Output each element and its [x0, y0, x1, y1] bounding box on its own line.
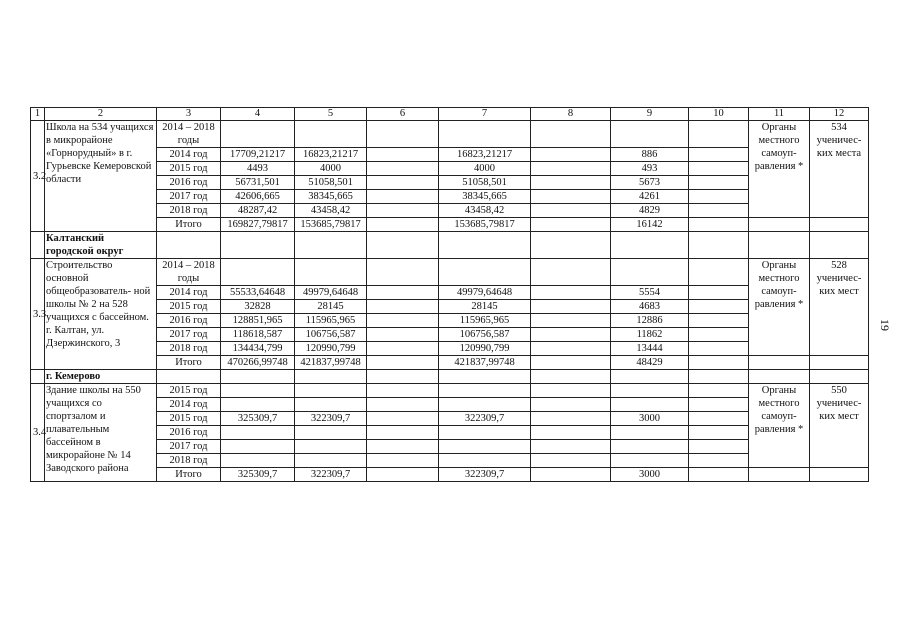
- col8-cell: [531, 398, 611, 412]
- col6-cell: [367, 259, 439, 286]
- regional-budget-cell: 43458,42: [439, 204, 531, 218]
- column-header: 8: [531, 108, 611, 121]
- regional-budget-cell: 322309,7: [439, 412, 531, 426]
- table-row: [31, 398, 869, 412]
- empty-cell: [810, 218, 869, 232]
- col10-cell: [689, 300, 749, 314]
- regional-budget-cell: 49979,64648: [439, 286, 531, 300]
- total-cost-cell: [221, 384, 295, 398]
- regional-budget-cell: 106756,587: [439, 328, 531, 342]
- local-budget-cell: 5673: [611, 176, 689, 190]
- budget-cell: 4000: [295, 162, 367, 176]
- total-cost-cell: 470266,99748: [221, 356, 295, 370]
- regional-budget-cell: [439, 259, 531, 286]
- regional-budget-cell: [439, 440, 531, 454]
- col8-cell: [531, 286, 611, 300]
- period-cell: 2014 год: [157, 286, 221, 300]
- col6-cell: [367, 412, 439, 426]
- period-cell: Итого: [157, 356, 221, 370]
- total-cost-cell: 32828: [221, 300, 295, 314]
- regional-budget-cell: [439, 384, 531, 398]
- regional-budget-cell: 16823,21217: [439, 148, 531, 162]
- regional-budget-cell: [439, 454, 531, 468]
- empty-cell: [749, 356, 810, 370]
- table-row: [31, 176, 869, 190]
- regional-budget-cell: 4000: [439, 162, 531, 176]
- district-row: [31, 232, 869, 259]
- table-row: [31, 356, 869, 370]
- total-cost-cell: [221, 121, 295, 148]
- regional-budget-cell: 421837,99748: [439, 356, 531, 370]
- col8-cell: [531, 121, 611, 148]
- table-row: [31, 384, 869, 398]
- period-cell: 2016 год: [157, 426, 221, 440]
- budget-cell: 322309,7: [295, 412, 367, 426]
- col8-cell: [531, 328, 611, 342]
- period-cell: 2014 год: [157, 398, 221, 412]
- table-row: [31, 190, 869, 204]
- period-cell: 2016 год: [157, 314, 221, 328]
- table-row: [31, 314, 869, 328]
- col10-cell: [689, 176, 749, 190]
- table-row: [31, 162, 869, 176]
- col8-cell: [531, 384, 611, 398]
- total-cost-cell: [221, 454, 295, 468]
- column-header: 9: [611, 108, 689, 121]
- col8-cell: [531, 426, 611, 440]
- col10-cell: [689, 356, 749, 370]
- header-row: [31, 108, 869, 121]
- col8-cell: [531, 454, 611, 468]
- col8-cell: [531, 356, 611, 370]
- total-cost-cell: 17709,21217: [221, 148, 295, 162]
- local-budget-cell: 493: [611, 162, 689, 176]
- table-row: [31, 286, 869, 300]
- budget-cell: 106756,587: [295, 328, 367, 342]
- col10-cell: [689, 426, 749, 440]
- budget-cell: [295, 259, 367, 286]
- period-cell: 2017 год: [157, 328, 221, 342]
- district-name: г. Кемерово: [45, 370, 157, 384]
- col6-cell: [367, 176, 439, 190]
- col10-cell: [689, 121, 749, 148]
- col6-cell: [367, 384, 439, 398]
- col6-cell: [367, 162, 439, 176]
- table-row: [31, 342, 869, 356]
- total-cost-cell: 4493: [221, 162, 295, 176]
- col10-cell: [689, 454, 749, 468]
- local-budget-cell: [611, 384, 689, 398]
- col6-cell: [367, 440, 439, 454]
- regional-budget-cell: [439, 398, 531, 412]
- total-cost-cell: 118618,587: [221, 328, 295, 342]
- col8-cell: [531, 218, 611, 232]
- column-header: 4: [221, 108, 295, 121]
- regional-budget-cell: 322309,7: [439, 468, 531, 482]
- period-cell: 2015 год: [157, 300, 221, 314]
- col10-cell: [689, 218, 749, 232]
- table-row: [31, 148, 869, 162]
- responsible-body: Органы местного самоуп- равления *: [749, 121, 810, 218]
- local-budget-cell: [611, 121, 689, 148]
- capacity-cell: 534 ученичес- ких места: [810, 121, 869, 218]
- col6-cell: [367, 204, 439, 218]
- col6-cell: [367, 328, 439, 342]
- project-description: Школа на 534 учащихся в микрорайоне «Горнорудный» в г. Гурьевске Кемеровской области: [45, 121, 157, 232]
- col6-cell: [367, 454, 439, 468]
- column-header: 12: [810, 108, 869, 121]
- local-budget-cell: 12886: [611, 314, 689, 328]
- project-description: Здание школы на 550 учащихся со спортзалом и плавательным бассейном в микрорайоне № 14 Заводского района: [45, 384, 157, 482]
- table-row: [31, 426, 869, 440]
- local-budget-cell: 5554: [611, 286, 689, 300]
- total-cost-cell: [221, 398, 295, 412]
- item-number: 3.2: [31, 121, 45, 232]
- budget-cell: 322309,7: [295, 468, 367, 482]
- col8-cell: [531, 176, 611, 190]
- table-row: [31, 218, 869, 232]
- total-cost-cell: [221, 440, 295, 454]
- page-number: 19: [878, 319, 892, 331]
- regional-budget-cell: 153685,79817: [439, 218, 531, 232]
- col10-cell: [689, 412, 749, 426]
- budget-cell: 120990,799: [295, 342, 367, 356]
- district-name: Калтанский городской округ: [45, 232, 157, 259]
- total-cost-cell: 56731,501: [221, 176, 295, 190]
- col8-cell: [531, 300, 611, 314]
- col8-cell: [531, 412, 611, 426]
- period-cell: 2018 год: [157, 342, 221, 356]
- local-budget-cell: 4261: [611, 190, 689, 204]
- col10-cell: [689, 148, 749, 162]
- budget-cell: 43458,42: [295, 204, 367, 218]
- total-cost-cell: 169827,79817: [221, 218, 295, 232]
- regional-budget-cell: 115965,965: [439, 314, 531, 328]
- total-cost-cell: 128851,965: [221, 314, 295, 328]
- period-cell: 2014 – 2018 годы: [157, 259, 221, 286]
- empty-cell: [749, 218, 810, 232]
- column-header: 2: [45, 108, 157, 121]
- total-cost-cell: [221, 426, 295, 440]
- budget-cell: 153685,79817: [295, 218, 367, 232]
- total-cost-cell: 55533,64648: [221, 286, 295, 300]
- col10-cell: [689, 259, 749, 286]
- local-budget-cell: 48429: [611, 356, 689, 370]
- local-budget-cell: 886: [611, 148, 689, 162]
- empty-cell: [810, 468, 869, 482]
- col10-cell: [689, 162, 749, 176]
- col6-cell: [367, 342, 439, 356]
- period-cell: 2015 год: [157, 162, 221, 176]
- col8-cell: [531, 148, 611, 162]
- col10-cell: [689, 398, 749, 412]
- col6-cell: [367, 148, 439, 162]
- item-number: 3.4: [31, 384, 45, 482]
- total-cost-cell: 325309,7: [221, 412, 295, 426]
- capacity-cell: 550 ученичес- ких мест: [810, 384, 869, 468]
- column-header: 11: [749, 108, 810, 121]
- col10-cell: [689, 342, 749, 356]
- section-3-3: [31, 259, 869, 370]
- table-row: [31, 259, 869, 286]
- budget-cell: [295, 454, 367, 468]
- col8-cell: [531, 162, 611, 176]
- responsible-body: Органы местного самоуп- равления *: [749, 384, 810, 468]
- local-budget-cell: 3000: [611, 412, 689, 426]
- col8-cell: [531, 314, 611, 328]
- regional-budget-cell: [439, 426, 531, 440]
- budget-cell: [295, 121, 367, 148]
- local-budget-cell: [611, 398, 689, 412]
- col10-cell: [689, 328, 749, 342]
- empty-cell: [810, 356, 869, 370]
- col8-cell: [531, 190, 611, 204]
- col10-cell: [689, 468, 749, 482]
- col6-cell: [367, 468, 439, 482]
- table-row: [31, 412, 869, 426]
- total-cost-cell: 42606,665: [221, 190, 295, 204]
- budget-cell: 421837,99748: [295, 356, 367, 370]
- col6-cell: [367, 356, 439, 370]
- empty-cell: [749, 468, 810, 482]
- table-row: [31, 440, 869, 454]
- col6-cell: [367, 121, 439, 148]
- table-row: [31, 468, 869, 482]
- district-row: [31, 370, 869, 384]
- total-cost-cell: 134434,799: [221, 342, 295, 356]
- budget-cell: [295, 398, 367, 412]
- budget-cell: 51058,501: [295, 176, 367, 190]
- regional-budget-cell: [439, 121, 531, 148]
- period-cell: 2017 год: [157, 440, 221, 454]
- column-header: 1: [31, 108, 45, 121]
- table-row: [31, 454, 869, 468]
- period-cell: 2016 год: [157, 176, 221, 190]
- col8-cell: [531, 440, 611, 454]
- regional-budget-cell: 28145: [439, 300, 531, 314]
- local-budget-cell: [611, 454, 689, 468]
- budget-cell: 115965,965: [295, 314, 367, 328]
- local-budget-cell: 4829: [611, 204, 689, 218]
- col8-cell: [531, 468, 611, 482]
- total-cost-cell: [221, 259, 295, 286]
- col10-cell: [689, 440, 749, 454]
- table-row: [31, 328, 869, 342]
- col6-cell: [367, 314, 439, 328]
- col6-cell: [367, 300, 439, 314]
- column-header: 10: [689, 108, 749, 121]
- period-cell: Итого: [157, 218, 221, 232]
- period-cell: 2014 год: [157, 148, 221, 162]
- regional-budget-cell: 51058,501: [439, 176, 531, 190]
- budget-cell: [295, 440, 367, 454]
- table-row: [31, 204, 869, 218]
- column-header: 6: [367, 108, 439, 121]
- col6-cell: [367, 190, 439, 204]
- section-3-4: [31, 384, 869, 482]
- column-header: 3: [157, 108, 221, 121]
- item-number: 3.3: [31, 259, 45, 370]
- local-budget-cell: 13444: [611, 342, 689, 356]
- col6-cell: [367, 218, 439, 232]
- table-row: [31, 121, 869, 148]
- regional-budget-cell: 38345,665: [439, 190, 531, 204]
- budget-cell: 38345,665: [295, 190, 367, 204]
- local-budget-cell: 16142: [611, 218, 689, 232]
- col6-cell: [367, 398, 439, 412]
- period-cell: Итого: [157, 468, 221, 482]
- budget-cell: [295, 426, 367, 440]
- period-cell: 2017 год: [157, 190, 221, 204]
- col10-cell: [689, 204, 749, 218]
- budget-table: [30, 107, 869, 482]
- column-header: 7: [439, 108, 531, 121]
- col6-cell: [367, 426, 439, 440]
- col10-cell: [689, 286, 749, 300]
- period-cell: 2014 – 2018 годы: [157, 121, 221, 148]
- table-row: [31, 300, 869, 314]
- budget-cell: [295, 384, 367, 398]
- local-budget-cell: 3000: [611, 468, 689, 482]
- local-budget-cell: [611, 426, 689, 440]
- col10-cell: [689, 384, 749, 398]
- col8-cell: [531, 342, 611, 356]
- capacity-cell: 528 ученичес- ких мест: [810, 259, 869, 356]
- local-budget-cell: [611, 440, 689, 454]
- project-description: Строительство основной общеобразователь- ной школы № 2 на 528 учащихся с бассейном. г. Калтан, ул. Дзержинского, 3: [45, 259, 157, 370]
- column-header: 5: [295, 108, 367, 121]
- col8-cell: [531, 204, 611, 218]
- local-budget-cell: 4683: [611, 300, 689, 314]
- col10-cell: [689, 314, 749, 328]
- period-cell: 2018 год: [157, 204, 221, 218]
- col8-cell: [531, 259, 611, 286]
- responsible-body: Органы местного самоуп- равления *: [749, 259, 810, 356]
- col10-cell: [689, 190, 749, 204]
- period-cell: 2018 год: [157, 454, 221, 468]
- local-budget-cell: 11862: [611, 328, 689, 342]
- period-cell: 2015 год: [157, 412, 221, 426]
- budget-cell: 16823,21217: [295, 148, 367, 162]
- budget-cell: 28145: [295, 300, 367, 314]
- total-cost-cell: 48287,42: [221, 204, 295, 218]
- period-cell: 2015 год: [157, 384, 221, 398]
- budget-cell: 49979,64648: [295, 286, 367, 300]
- local-budget-cell: [611, 259, 689, 286]
- total-cost-cell: 325309,7: [221, 468, 295, 482]
- section-3-2: [31, 121, 869, 232]
- regional-budget-cell: 120990,799: [439, 342, 531, 356]
- col6-cell: [367, 286, 439, 300]
